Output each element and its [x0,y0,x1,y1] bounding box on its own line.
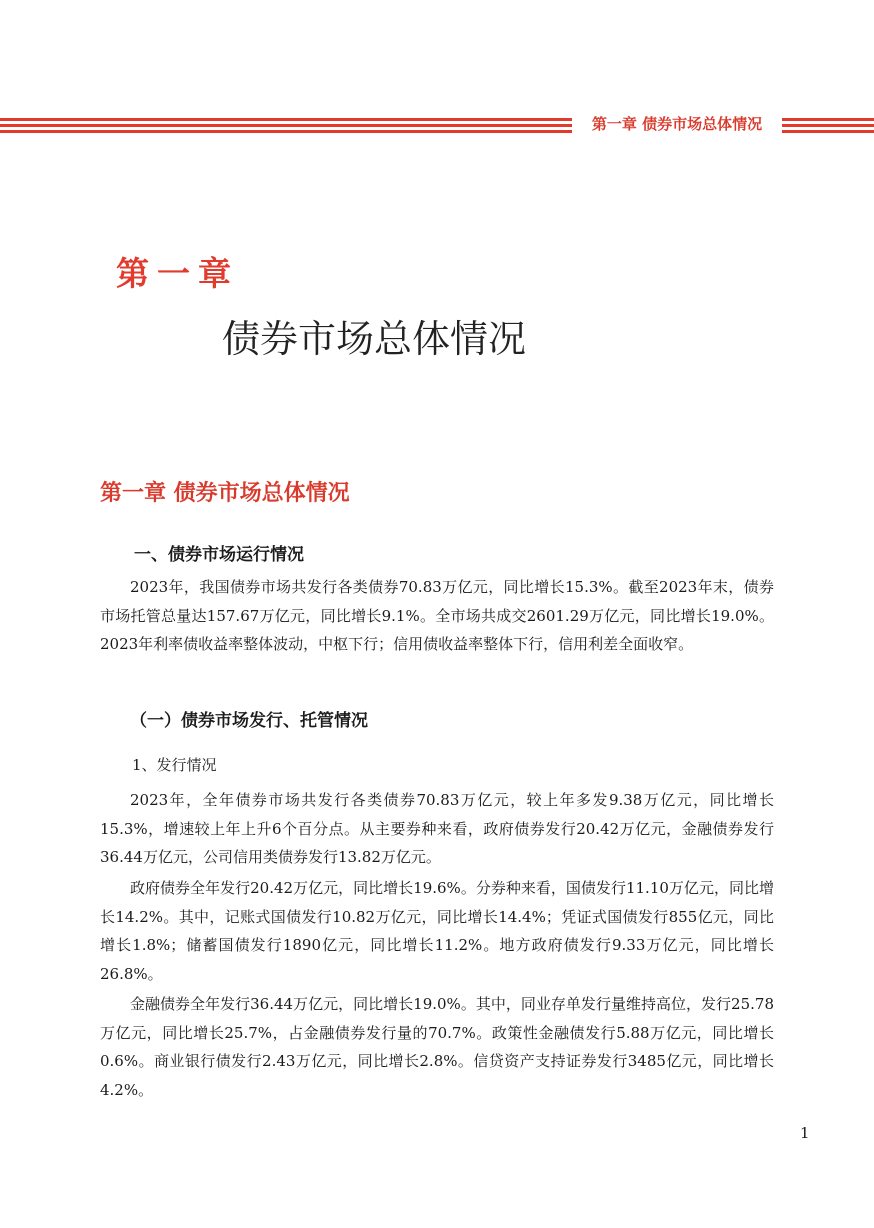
heading-2: （一）债券市场发行、托管情况 [130,711,368,731]
paragraph: 政府债券全年发行20.42万亿元，同比增长19.6%。分券种来看，国债发行11.10万亿元，同比增长14.2%。其中，记账式国债发行10.82万亿元，同比增长14.4%；凭证式国债发行855亿元，同比增长1.8%；储蓄国债发行1890亿元，同比增长11.2%。地方政府债发行9.33万亿元，同比增长26.8%。 [100,879,774,983]
paragraph: 2023年，全年债券市场共发行各类债券70.83万亿元，较上年多发9.38万亿元，同比增长15.3%，增速较上年上升6个百分点。从主要券种来看，政府债券发行20.42万亿元，金融债券发行36.44万亿元，公司信用类债券发行13.82万亿元。 [100,791,775,866]
heading-3: 1、发行情况 [132,756,217,774]
paragraph: 金融债券全年发行36.44万亿元，同比增长19.0%。其中，同业存单发行量维持高位，发行25.78万亿元，同比增长25.7%，占金融债券发行量的70.7%。政策性金融债发行5.88万亿元，同比增长0.6%。商业银行债发行2.43万亿元，同比增长2.8%。信贷资产支持证券发行3485亿元，同比增长4.2%。 [100,995,774,1099]
paragraph: 2023年，我国债券市场共发行各类债券70.83万亿元，同比增长15.3%。截至2023年末，债券市场托管总量达157.67万亿元，同比增长9.1%。全市场共成交2601.29万亿元，同比增长19.0%。2023年利率债收益率整体波动，中枢下行；信用债收益率整体下行，信用利差全面收窄。 [100,578,774,653]
chapter-title: 债券市场总体情况 [222,317,527,361]
chapter-label: 第一章 [116,254,239,293]
section-title: 第一章 债券市场总体情况 [100,480,350,506]
page-number: 1 [800,1124,810,1142]
running-head: 第一章 债券市场总体情况 [572,114,782,134]
heading-1: 一、债券市场运行情况 [134,545,304,565]
